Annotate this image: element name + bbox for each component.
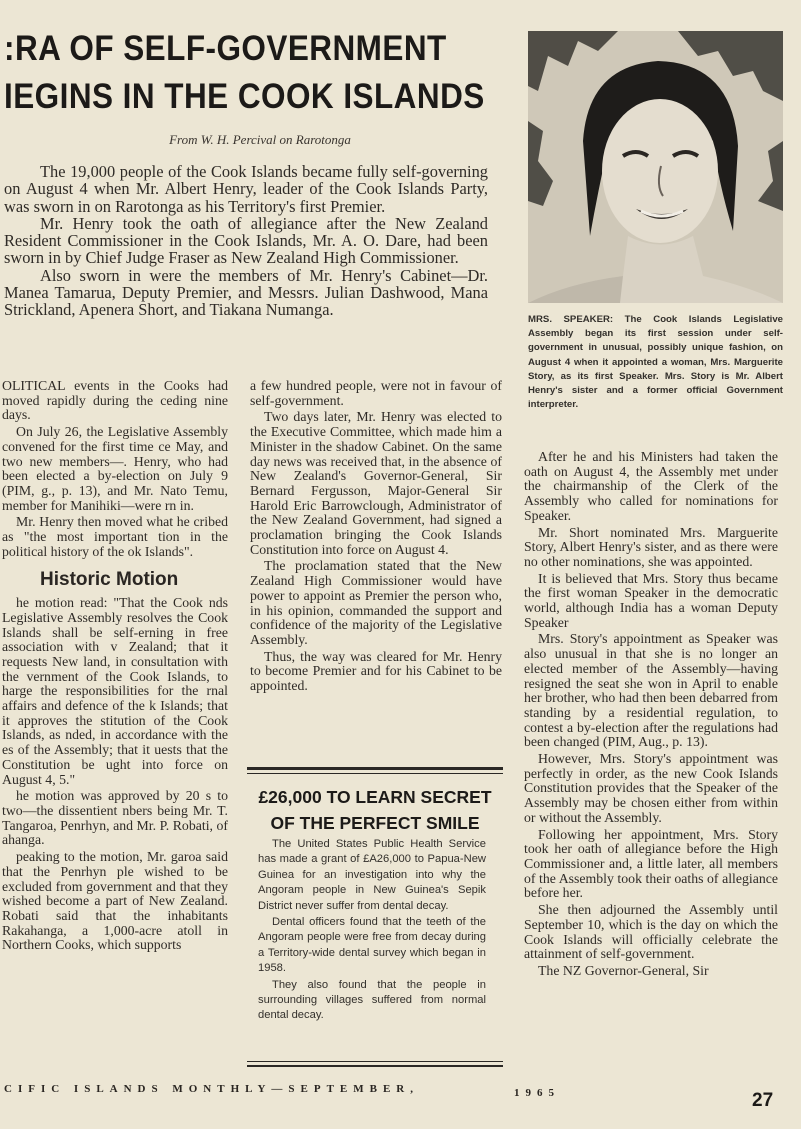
sidebar-paragraph: The United States Public Health Service has made a grant of £A26,000 to Papua-New Guinea for an investigation into why the Angoram people in New Guinea's Sepik District never suffer from dental decay. xyxy=(258,838,486,912)
column-paragraph: She then adjourned the Assembly until September 10, which is the day on which the Cook Islands will officially celebrate the attainment of self-government. xyxy=(524,902,778,962)
byline: From W. H. Percival on Rarotonga xyxy=(169,132,351,147)
lead-text xyxy=(4,163,488,319)
sidebar-paragraph: Dental officers found that the teeth of the Angoram people were free from decay during a Territory-wide dental survey which began in 1958. xyxy=(258,916,486,975)
column-paragraph: Thus, the way was cleared for Mr. Henry to become Premier and for his Cabinet to be appointed. xyxy=(250,648,502,694)
photo-caption: MRS. SPEAKER: The Cook Islands Legislative Assembly began its first session under self-government in unusual, possibly unique fashion, on August 4 when it appointed a woman, Mrs. Marguerite Story, as its first Speaker. Mrs. Story is Mr. Albert Henry's sister and a former official Government interpreter. xyxy=(528,314,783,411)
article-column-1 xyxy=(2,379,228,1063)
column-paragraph: Mr. Short nominated Mrs. Marguerite Story, Albert Henry's sister, and as there were no other nominations, she was appointed. xyxy=(524,524,778,569)
column-paragraph: The proclamation stated that the New Zealand High Commissioner would have power to appoint as Premier the person who, in his opinion, commanded the support and confidence of the majority of the Legislative Assembly. xyxy=(250,558,502,647)
column-paragraph: Mr. Henry then moved what he cribed as "the most important tion in the political history of the ok Islands". xyxy=(2,514,228,559)
sidebar-title xyxy=(247,784,503,836)
article-column-3 xyxy=(524,450,778,1070)
lead-paragraph: Mr. Henry took the oath of allegiance after the New Zealand Resident Commissioner in the Cook Islands, Mr. A. O. Dare, had been sworn in by Chief Judge Fraser as New Zealand High Commissioner. xyxy=(4,213,488,268)
headline-line-2: IEGINS IN THE COOK ISLANDS xyxy=(4,77,485,116)
sidebar-top-rule xyxy=(247,767,503,770)
column-paragraph: Following her appointment, Mrs. Story took her oath of allegiance before the High Commissioner and, a little later, all members of the Assembly took their oaths of allegiance before her. xyxy=(524,826,778,901)
column-paragraph: OLITICAL events in the Cooks had moved rapidly during the ceding nine days. xyxy=(2,379,228,423)
column-paragraph: After he and his Ministers had taken the oath on August 4, the Assembly met under the chairmanship of the Clerk of the Assembly who called for nominations for Speaker. xyxy=(524,450,778,523)
sidebar-bottom-rule-thin xyxy=(247,1061,503,1062)
column-paragraph: The NZ Governor-General, Sir xyxy=(538,962,709,978)
column-paragraph: It is believed that Mrs. Story thus became the first woman Speaker in the democratic world, although India has a woman Deputy Speaker xyxy=(524,570,778,630)
speaker-portrait-photo xyxy=(528,31,783,303)
lead-paragraph: The 19,000 people of the Cook Islands became fully self-governing on August 4 when Mr. Albert Henry, leader of the Cook Islands Party, was sworn in on Rarotonga as his Territory's first Premier. xyxy=(4,162,488,216)
portrait-image xyxy=(528,31,783,303)
sidebar-title-line: £26,000 TO LEARN SECRET xyxy=(258,787,492,807)
column-paragraph: he motion read: "That the Cook nds Legislative Assembly resolves the Cook Islands shall be self-erning in free association with v Zealand; that it requests New land, in consultation with the vernment of the Cook Islands, to harge the responsibilities for the rnal affairs and defence of the k Islands; that it approves the stitution of the Cook Islands, as nded, in accordance with the es of the Assembly; that it uests that the Constitution be ught into force on August 4, 5." xyxy=(2,595,228,787)
footer-year: 1965 xyxy=(514,1087,560,1099)
sidebar-top-rule-thin xyxy=(247,773,503,774)
column-paragraph: However, Mrs. Story's appointment was perfectly in order, as the new Cook Islands Constitution provides that the Speaker of the Assembly may be chosen either from within or without the Assembly. xyxy=(524,751,778,825)
page-number: 27 xyxy=(752,1090,774,1111)
lead-paragraph: Also sworn in were the members of Mr. Henry's Cabinet—Dr. Manea Tamarua, Deputy Premier, and Messrs. Julian Dashwood, Mana Strickland, Apenera Short, and Tiakana Numanga. xyxy=(4,265,488,320)
column-paragraph: Two days later, Mr. Henry was elected to the Executive Committee, which made him a Minister in the shadow Cabinet. On the same day news was received that, in the absence of New Zealand's Governor-General, Sir Bernard Fergusson, Major-General Sir Harold Eric Barrowclough, Administrator of the New Zealand Government, had signed a proclamation bringing the Cook Islands Constitution into force on August 4. xyxy=(250,409,502,557)
column-paragraph: Mrs. Story's appointment as Speaker was also unusual in that she is no longer an elected member of the Assembly—having resigned the seat she won in April to enable her brother, who had then been debarred from standing by a residential regulation, to contest a by-election after the regulations had been changed (PIM, Aug., p. 13). xyxy=(524,631,778,750)
sidebar-title-line: OF THE PERFECT SMILE xyxy=(270,813,480,833)
column-paragraph: peaking to the motion, Mr. garoa said that the Penrhyn ple wished to be excluded from government and that they wished become a part of New Zealand. Robati said that the inhabitants Rakahanga, a 1,000-acre atoll in Northern Cooks, which supports xyxy=(2,849,228,953)
column-paragraph: On July 26, the Legislative Assembly convened for the first time ce May, and two new members—. Henry, who had been elected a by-election on July 9 (PIM, g., p. 13), and Mr. Nato Temu, member for Manihiki—were rn in. xyxy=(2,424,228,513)
column-paragraph: he motion was approved by 20 s to two—the dissentient nbers being Mr. T. Tangaroa, Penrhyn, and Mr. P. Robati, of ahanga. xyxy=(2,788,228,848)
sidebar-paragraph: They also found that the people in surrounding villages suffered from normal dental decay. xyxy=(258,978,486,1022)
running-footer-title: CIFIC ISLANDS MONTHLY—SEPTEMBER, xyxy=(4,1083,419,1095)
sidebar-bottom-rule xyxy=(247,1065,503,1067)
column-paragraph: a few hundred people, were not in favour of self-government. xyxy=(250,379,502,408)
headline-line-1: :RA OF SELF-GOVERNMENT xyxy=(4,29,447,68)
sidebar-body xyxy=(258,837,486,1025)
section-subhead: Historic Motion xyxy=(40,569,179,591)
article-column-2 xyxy=(250,379,502,749)
